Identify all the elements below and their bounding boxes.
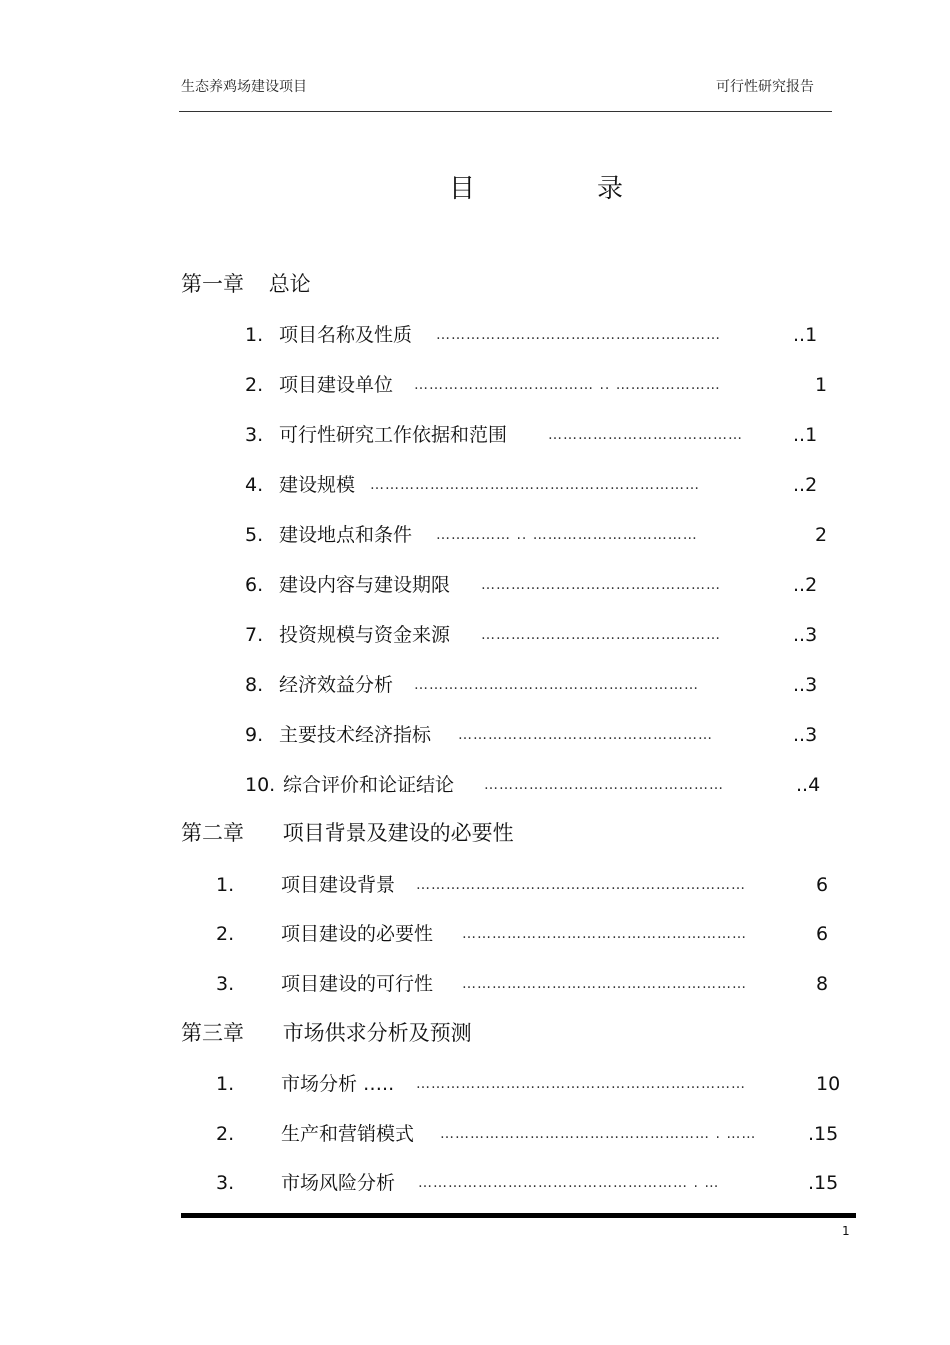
chapter-1-heading[interactable] [181, 271, 311, 297]
chapter-1-title: 总论 [268, 272, 311, 296]
toc-entry-leader: ……………………………………………… . …… [440, 1126, 757, 1142]
toc-entry-page: ..2 [793, 474, 818, 496]
toc-entry-leader: ………………………………………… [484, 777, 724, 793]
chapter-3-number: 第三章 [181, 1021, 244, 1045]
toc-entry-number: 8. [245, 674, 264, 696]
toc-entry-label: 生产和营销模式 [281, 1123, 415, 1145]
header-divider [179, 111, 832, 112]
toc-title-char-1: 目 [449, 174, 476, 204]
chapter-2-number: 第二章 [181, 821, 244, 845]
toc-entry-label: 项目建设单位 [279, 374, 394, 396]
toc-entry-page: 1 [815, 374, 828, 396]
toc-entry-number: 2. [245, 374, 264, 396]
page-number: 1 [842, 1224, 850, 1238]
toc-entry-label: 建设地点和条件 [279, 524, 413, 546]
toc-entry-page: ..3 [793, 624, 818, 646]
toc-entry-page: ..1 [793, 324, 818, 346]
toc-entry-number: 3. [216, 973, 235, 995]
toc-entry-number: 2. [216, 923, 235, 945]
toc-entry-label: 综合评价和论证结论 [283, 774, 455, 796]
toc-entry-leader: …………… .. …………………………… [436, 527, 698, 543]
toc-entry-label: 建设内容与建设期限 [279, 574, 451, 596]
toc-entry-number: 10. [245, 774, 276, 796]
toc-entry-number: 2. [216, 1123, 235, 1145]
toc-entry-page: 8 [816, 973, 829, 995]
toc-entry-label: 建设规模 [279, 474, 356, 496]
toc-entry-page: 2 [815, 524, 828, 546]
toc-entry-number: 3. [216, 1172, 235, 1194]
toc-entry-page: 6 [816, 923, 829, 945]
toc-entry-page: .15 [808, 1172, 839, 1194]
toc-entry-label: 投资规模与资金来源 [279, 624, 451, 646]
toc-entry-label: 市场风险分析 [281, 1172, 396, 1194]
toc-entry-number: 3. [245, 424, 264, 446]
toc-entry-number: 4. [245, 474, 264, 496]
toc-entry-leader: ………………………………………… [481, 627, 721, 643]
toc-entry-label: 项目建设的必要性 [281, 923, 434, 945]
toc-entry-leader: ………………………………………………… [414, 677, 699, 693]
toc-entry-leader: ………………………………… [548, 427, 743, 443]
toc-title-char-2: 录 [597, 174, 624, 204]
header-project-name: 生态养鸡场建设项目 [181, 79, 307, 95]
chapter-3-title: 市场供求分析及预测 [282, 1021, 472, 1045]
toc-entry-leader: ………………………………………………… [462, 976, 747, 992]
toc-entry-label: 项目名称及性质 [279, 324, 413, 346]
toc-entry-page: 10 [816, 1073, 841, 1095]
toc-entry-label: 可行性研究工作依据和范围 [279, 424, 508, 446]
toc-entry-number: 1. [216, 874, 235, 896]
toc-entry-leader: ………………………………………………… [436, 327, 721, 343]
toc-entry-page: ..2 [793, 574, 818, 596]
chapter-3-heading[interactable] [181, 1020, 472, 1046]
toc-entry-page: 6 [816, 874, 829, 896]
toc-entry-leader: ………………………………………………………… [416, 877, 746, 893]
chapter-2-title: 项目背景及建设的必要性 [282, 821, 514, 845]
toc-entry-label: 经济效益分析 [279, 674, 394, 696]
toc-entry-page: ..3 [793, 674, 818, 696]
toc-entry-leader: ………………………………………………………… [370, 477, 700, 493]
toc-entry-leader: …………………………………………… [458, 727, 713, 743]
toc-entry-number: 7. [245, 624, 264, 646]
chapter-1-number: 第一章 [181, 272, 244, 296]
toc-entry-number: 6. [245, 574, 264, 596]
toc-entry-page: ..3 [793, 724, 818, 746]
toc-entry-leader: ………………………………………… [481, 577, 721, 593]
toc-entry-leader: ……………………………………………… . … [418, 1175, 720, 1191]
toc-entry-label: 主要技术经济指标 [279, 724, 432, 746]
toc-entry-label: 项目建设背景 [281, 874, 396, 896]
header-report-type: 可行性研究报告 [716, 79, 814, 95]
toc-entry-page: ..1 [793, 424, 818, 446]
toc-entry-page: ..4 [796, 774, 821, 796]
toc-entry-label: 市场分析 ….. [281, 1073, 395, 1095]
toc-entry-label: 项目建设的可行性 [281, 973, 434, 995]
toc-entry-leader: ……………………………… .. ………………… [414, 377, 721, 393]
footer-divider [181, 1213, 856, 1218]
toc-entry-leader: ………………………………………………………… [416, 1076, 746, 1092]
toc-entry-leader: ………………………………………………… [462, 926, 747, 942]
toc-entry-number: 1. [216, 1073, 235, 1095]
toc-entry-page: .15 [808, 1123, 839, 1145]
chapter-2-heading[interactable] [181, 820, 514, 846]
toc-entry-number: 9. [245, 724, 264, 746]
toc-entry-number: 1. [245, 324, 264, 346]
toc-entry-number: 5. [245, 524, 264, 546]
